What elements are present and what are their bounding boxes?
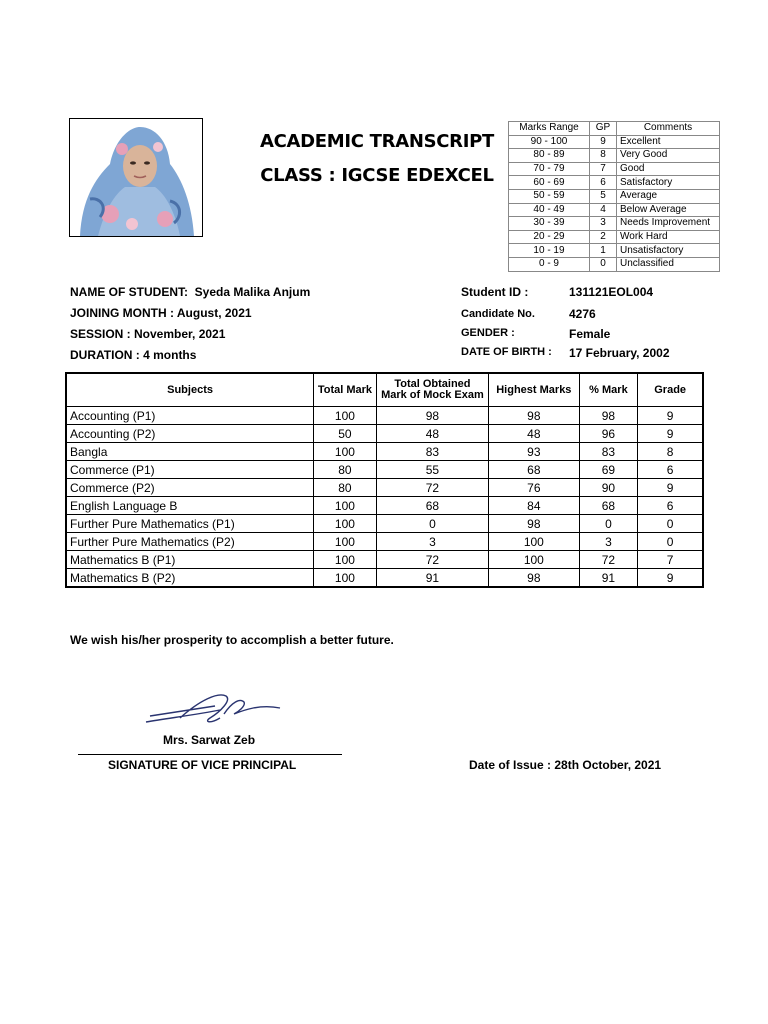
obtained-mark: 0: [376, 515, 488, 533]
student-photo: [69, 118, 203, 237]
transcript-title: ACADEMIC TRANSCRIPT: [259, 131, 495, 152]
marks-range: 90 - 100: [509, 135, 590, 149]
total-mark: 50: [314, 425, 377, 443]
grade-point: 9: [590, 135, 617, 149]
grade-comment: Very Good: [617, 149, 720, 163]
grade-scale-row: [509, 217, 720, 231]
grade-comment: Below Average: [617, 203, 720, 217]
header-total-obtained: [376, 373, 488, 407]
highest-mark: 68: [489, 461, 580, 479]
grade-scale-header: [509, 122, 720, 136]
obtained-mark: 55: [376, 461, 488, 479]
grade-scale-row: [509, 135, 720, 149]
highest-mark: 84: [489, 497, 580, 515]
highest-mark: 76: [489, 479, 580, 497]
subject-name: Accounting (P2): [66, 425, 314, 443]
grade: 0: [638, 533, 703, 551]
table-row: [66, 497, 703, 515]
percent-mark: 91: [579, 569, 638, 588]
grade: 9: [638, 569, 703, 588]
grade-point: 8: [590, 149, 617, 163]
candidate-no-label: Candidate No.: [461, 308, 535, 320]
highest-mark: 100: [489, 551, 580, 569]
student-id-label: Student ID :: [461, 285, 529, 299]
total-mark: 100: [314, 533, 377, 551]
grade-point: 6: [590, 176, 617, 190]
grade-comment: Work Hard: [617, 230, 720, 244]
table-row: [66, 479, 703, 497]
header-gp: GP: [590, 122, 617, 136]
total-mark: 100: [314, 551, 377, 569]
total-mark: 100: [314, 515, 377, 533]
highest-mark: 100: [489, 533, 580, 551]
highest-mark: 93: [489, 443, 580, 461]
header-total-obtained-line2: Mark of Mock Exam: [381, 389, 484, 401]
grade-scale-row: [509, 189, 720, 203]
header-marks-range: Marks Range: [509, 122, 590, 136]
grade-scale-row: [509, 257, 720, 271]
table-row: [66, 515, 703, 533]
grade-scale-row: [509, 244, 720, 258]
obtained-mark: 91: [376, 569, 488, 588]
grade-scale-table: [508, 121, 720, 272]
grade: 8: [638, 443, 703, 461]
marks-range: 30 - 39: [509, 217, 590, 231]
grade-scale-row: [509, 149, 720, 163]
obtained-mark: 48: [376, 425, 488, 443]
grade-scale-row: [509, 230, 720, 244]
grade-point: 5: [590, 189, 617, 203]
grade-point: 1: [590, 244, 617, 258]
table-row: [66, 569, 703, 588]
percent-mark: 3: [579, 533, 638, 551]
closing-wish: We wish his/her prosperity to accomplish a better future.: [70, 633, 394, 647]
joining-month: JOINING MONTH : August, 2021: [70, 306, 252, 320]
grade: 7: [638, 551, 703, 569]
total-mark: 100: [314, 569, 377, 588]
class-title: CLASS : IGCSE EDEXCEL: [260, 165, 494, 186]
header-total-obtained-line1: Total Obtained: [394, 378, 471, 390]
grade: 9: [638, 479, 703, 497]
grade-point: 4: [590, 203, 617, 217]
grade-scale-row: [509, 162, 720, 176]
grade: 0: [638, 515, 703, 533]
grade-scale-row: [509, 203, 720, 217]
highest-mark: 98: [489, 515, 580, 533]
table-row: [66, 533, 703, 551]
header-percent-mark: % Mark: [579, 373, 638, 407]
student-name-field: [70, 285, 310, 299]
marks-range: 40 - 49: [509, 203, 590, 217]
marks-table: [65, 372, 704, 588]
grade: 9: [638, 407, 703, 425]
obtained-mark: 83: [376, 443, 488, 461]
subject-name: Further Pure Mathematics (P1): [66, 515, 314, 533]
grade: 9: [638, 425, 703, 443]
signatory-name: Mrs. Sarwat Zeb: [163, 733, 256, 747]
grade: 6: [638, 461, 703, 479]
table-row: [66, 443, 703, 461]
highest-mark: 98: [489, 407, 580, 425]
subject-name: Commerce (P1): [66, 461, 314, 479]
subject-name: Further Pure Mathematics (P2): [66, 533, 314, 551]
marks-range: 50 - 59: [509, 189, 590, 203]
subject-name: Accounting (P1): [66, 407, 314, 425]
obtained-mark: 68: [376, 497, 488, 515]
grade-point: 7: [590, 162, 617, 176]
grade-comment: Needs Improvement: [617, 217, 720, 231]
subject-name: Commerce (P2): [66, 479, 314, 497]
header-grade: Grade: [638, 373, 703, 407]
marks-range: 80 - 89: [509, 149, 590, 163]
obtained-mark: 98: [376, 407, 488, 425]
grade-comment: Excellent: [617, 135, 720, 149]
highest-mark: 98: [489, 569, 580, 588]
percent-mark: 98: [579, 407, 638, 425]
grade-comment: Satisfactory: [617, 176, 720, 190]
percent-mark: 0: [579, 515, 638, 533]
subject-name: English Language B: [66, 497, 314, 515]
table-row: [66, 461, 703, 479]
signature-line: [78, 754, 342, 755]
session: SESSION : November, 2021: [70, 327, 226, 341]
table-row: [66, 551, 703, 569]
total-mark: 100: [314, 407, 377, 425]
highest-mark: 48: [489, 425, 580, 443]
percent-mark: 90: [579, 479, 638, 497]
grade-scale-row: [509, 176, 720, 190]
signature-caption: SIGNATURE OF VICE PRINCIPAL: [108, 758, 297, 772]
header-subjects: Subjects: [66, 373, 314, 407]
total-mark: 100: [314, 443, 377, 461]
gender-value: Female: [569, 327, 611, 341]
dob-value: 17 February, 2002: [569, 346, 670, 360]
student-name-value: Syeda Malika Anjum: [194, 285, 311, 299]
grade-point: 2: [590, 230, 617, 244]
marks-range: 20 - 29: [509, 230, 590, 244]
header-comments: Comments: [617, 122, 720, 136]
marks-range: 60 - 69: [509, 176, 590, 190]
student-id-value: 131121EOL004: [569, 285, 654, 299]
grade-point: 0: [590, 257, 617, 271]
grade-point: 3: [590, 217, 617, 231]
grade-comment: Unsatisfactory: [617, 244, 720, 258]
date-of-issue: Date of Issue : 28th October, 2021: [469, 758, 662, 772]
header-total-mark: Total Mark: [314, 373, 377, 407]
candidate-no-value: 4276: [569, 307, 596, 321]
header-highest-marks: Highest Marks: [489, 373, 580, 407]
student-portrait-image: [70, 119, 202, 236]
grade: 6: [638, 497, 703, 515]
marks-range: 0 - 9: [509, 257, 590, 271]
percent-mark: 96: [579, 425, 638, 443]
total-mark: 80: [314, 479, 377, 497]
percent-mark: 68: [579, 497, 638, 515]
student-name-label: NAME OF STUDENT:: [70, 285, 188, 299]
subject-name: Mathematics B (P1): [66, 551, 314, 569]
duration: DURATION : 4 months: [70, 348, 197, 362]
grade-comment: Average: [617, 189, 720, 203]
table-row: [66, 425, 703, 443]
total-mark: 80: [314, 461, 377, 479]
obtained-mark: 72: [376, 551, 488, 569]
total-mark: 100: [314, 497, 377, 515]
subject-name: Bangla: [66, 443, 314, 461]
dob-label: DATE OF BIRTH :: [461, 346, 552, 358]
gender-label: GENDER :: [461, 327, 515, 339]
grade-comment: Unclassified: [617, 257, 720, 271]
percent-mark: 83: [579, 443, 638, 461]
marks-range: 70 - 79: [509, 162, 590, 176]
marks-range: 10 - 19: [509, 244, 590, 258]
obtained-mark: 72: [376, 479, 488, 497]
signature-image: [140, 688, 290, 730]
obtained-mark: 3: [376, 533, 488, 551]
marks-table-header: [66, 373, 703, 407]
subject-name: Mathematics B (P2): [66, 569, 314, 588]
percent-mark: 69: [579, 461, 638, 479]
table-row: [66, 407, 703, 425]
percent-mark: 72: [579, 551, 638, 569]
grade-comment: Good: [617, 162, 720, 176]
